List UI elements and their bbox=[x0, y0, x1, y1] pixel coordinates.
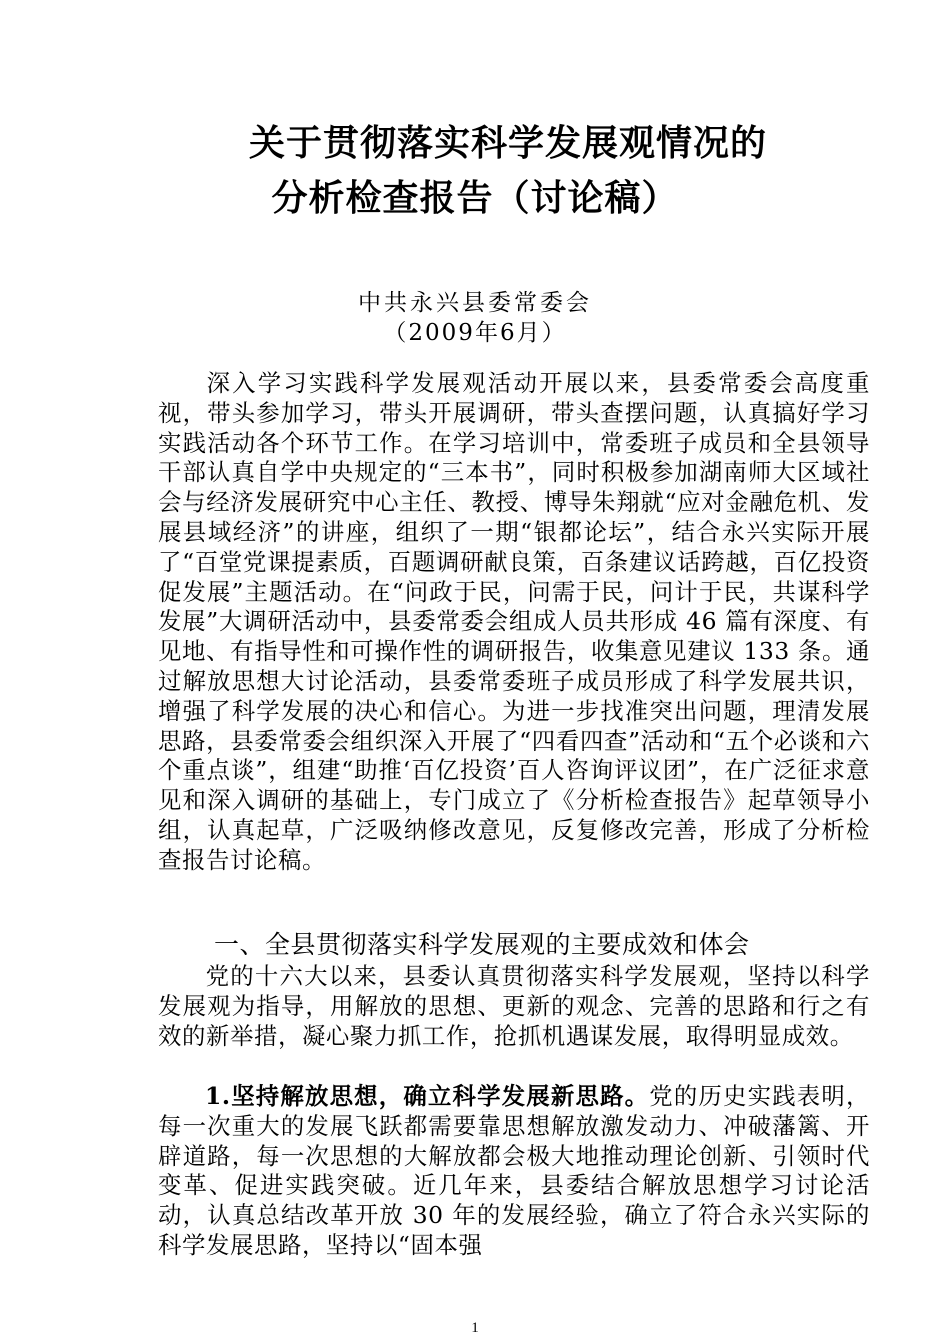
point-one-body: 党的历史实践表明，每一次重大的发展飞跃都需要靠思想解放激发动力、冲破藩篱、开辟道路，每一次思想的大解放都会极大地推动理论创新、引领时代变革、促进实践突破。近几年来，县委结合解放思想学习讨论活动，认真总结改革开放 30 年的发展经验，确立了符合永兴实际的科学发展思路，坚持以“固本强 bbox=[158, 1082, 870, 1259]
section-intro-paragraph bbox=[158, 962, 870, 1051]
page-number: 1 bbox=[471, 1320, 479, 1336]
intro-paragraph bbox=[158, 369, 870, 876]
document-title-line-1: 关于贯彻落实科学发展观情况的 bbox=[248, 122, 767, 164]
section-intro-paragraph-text: 党的十六大以来，县委认真贯彻落实科学发展观，坚持以科学发展观为指导，用解放的思想、更新的观念、完善的思路和行之有效的新举措，凝心聚力抓工作，抢抓机遇谋发展，取得明显成效。 bbox=[158, 962, 870, 1050]
issuing-organization: 中共永兴县委常委会 bbox=[358, 290, 592, 316]
section-heading: 一、全县贯彻落实科学发展观的主要成效和体会 bbox=[214, 930, 750, 959]
point-one-lead: 1.坚持解放思想，确立科学发展新思路。 bbox=[205, 1082, 650, 1110]
intro-paragraph-text: 深入学习实践科学发展观活动开展以来，县委常委会高度重视，带头参加学习，带头开展调研，带头查摆问题，认真搞好学习实践活动各个环节工作。在学习培训中，常委班子成员和全县领导干部认真自学中央规定的“三本书”，同时积极参加湖南师大区域社会与经济发展研究中心主任、教授、博导朱翔就“应对金融危机、发展县域经济”的讲座，组织了一期“银都论坛”，结合永兴实际开展了“百堂党课提素质，百题调研献良策，百条建议话跨越，百亿投资促发展”主题活动。在“问政于民，问需于民，问计于民，共谋科学发展”大调研活动中，县委常委会组成人员共形成 46 篇有深度、有见地、有指导性和可操作性的调研报告，收集意见建议 133 条。通过解放思想大讨论活动，县委常委班子成员形成了科学发展共识，增强了科学发展的决心和信心。为进一步找准突出问题，理清发展思路，县委常委会组织深入开展了“四看四查”活动和“五个必谈和六个重点谈”，组建“助推‘百亿投资’百人咨询评议团”，在广泛征求意见和深入调研的基础上，专门成立了《分析检查报告》起草领导小组，认真起草，广泛吸纳修改意见，反复修改完善，形成了分析检查报告讨论稿。 bbox=[158, 369, 870, 874]
document-title-line-2: 分析检查报告（讨论稿） bbox=[271, 177, 679, 219]
point-one-paragraph bbox=[158, 1082, 870, 1261]
document-date: （2009年6月） bbox=[383, 320, 567, 346]
